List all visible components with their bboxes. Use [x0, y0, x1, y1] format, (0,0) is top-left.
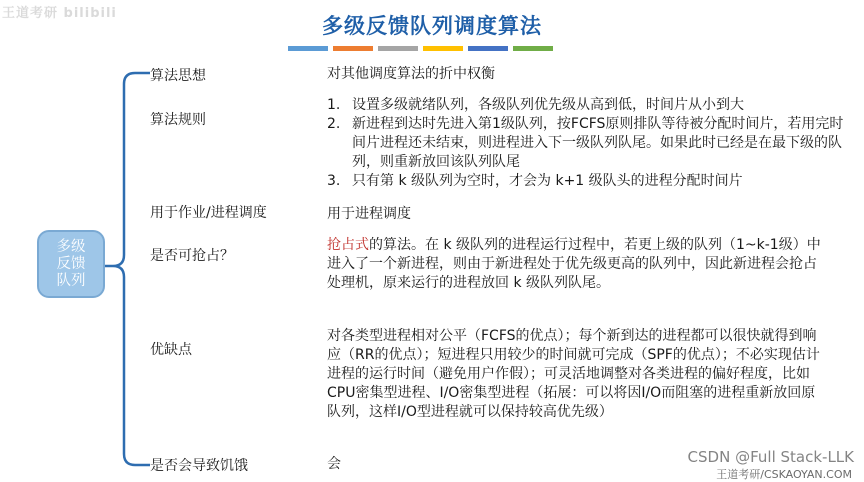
csdn-watermark: CSDN @Full Stack-LLK [687, 448, 854, 466]
preempt-highlight: 抢占式 [327, 237, 369, 253]
rule-text: 设置多级就绪队列，各级队列优先级从高到低，时间片从小到大 [352, 97, 744, 113]
row-content-usage: 用于进程调度 [327, 206, 411, 222]
site-watermark: 王道考研/CSKAOYAN.COM [716, 468, 852, 481]
row-label-usage: 用于作业/进程调度 [150, 205, 267, 221]
row-label-pros-cons: 优缺点 [150, 342, 192, 358]
title-accent-bar-1 [288, 46, 328, 51]
rule-item [327, 115, 847, 172]
row-content-preempt [327, 236, 827, 293]
root-node [37, 230, 105, 298]
rule-text: 只有第 k 级队列为空时，才会为 k+1 级队头的进程分配时间片 [352, 173, 743, 189]
title-accent-bar-4 [423, 46, 463, 51]
rule-item [327, 172, 847, 191]
preempt-text: 的算法。在 k 级队列的进程运行过程中，若更上级的队列（1~k-1级）中进入了一个新进程，则由于新进程处于优先级更高的队列中，因此新进程会抢占处理机，原来运行的进程放回 k 级队列队尾。 [327, 237, 821, 291]
root-node-label: 多级反馈队列 [56, 238, 86, 289]
rule-text: 新进程到达时先进入第1级队列，按FCFS原则排队等待被分配时间片，若用完时间片进程还未结束，则进程进入下一级队列队尾。如果此时已经是在最下级的队列，则重新放回该队列队尾 [352, 116, 844, 170]
title-accent-bar-6 [513, 46, 553, 51]
row-content-pros-cons: 对各类型进程相对公平（FCFS的优点）；每个新到达的进程都可以很快就得到响应（RR的优点）；短进程只用较少的时间就可完成（SPF的优点）；不必实现估计进程的运行时间（避免用户作假）；可灵活地调整对各类进程的偏好程度，比如CPU密集型进程、I/O密集型进程（拓展：可以将因I/O而阻塞的进程重新放回原队列，这样I/O型进程就可以保持较高优先级） [327, 328, 820, 420]
row-label-preempt: 是否可抢占？ [150, 248, 234, 264]
rule-item [327, 96, 847, 115]
rule-number: 3. [327, 173, 341, 189]
row-label-starvation: 是否会导致饥饿 [150, 458, 248, 474]
rule-number: 1. [327, 97, 341, 113]
slide-title: 多级反馈队列调度算法 [322, 14, 542, 38]
row-label-idea: 算法思想 [150, 68, 206, 84]
title-accent-bar-3 [378, 46, 418, 51]
rule-number: 2. [327, 116, 341, 132]
title-accent-bar-2 [333, 46, 373, 51]
row-label-rules: 算法规则 [150, 112, 206, 128]
row-content-idea: 对其他调度算法的折中权衡 [327, 66, 495, 82]
row-content-starvation: 会 [327, 456, 341, 472]
video-watermark: 王道考研 bilibili [2, 6, 117, 21]
rules-list [327, 96, 847, 191]
title-accent-bar-5 [468, 46, 508, 51]
